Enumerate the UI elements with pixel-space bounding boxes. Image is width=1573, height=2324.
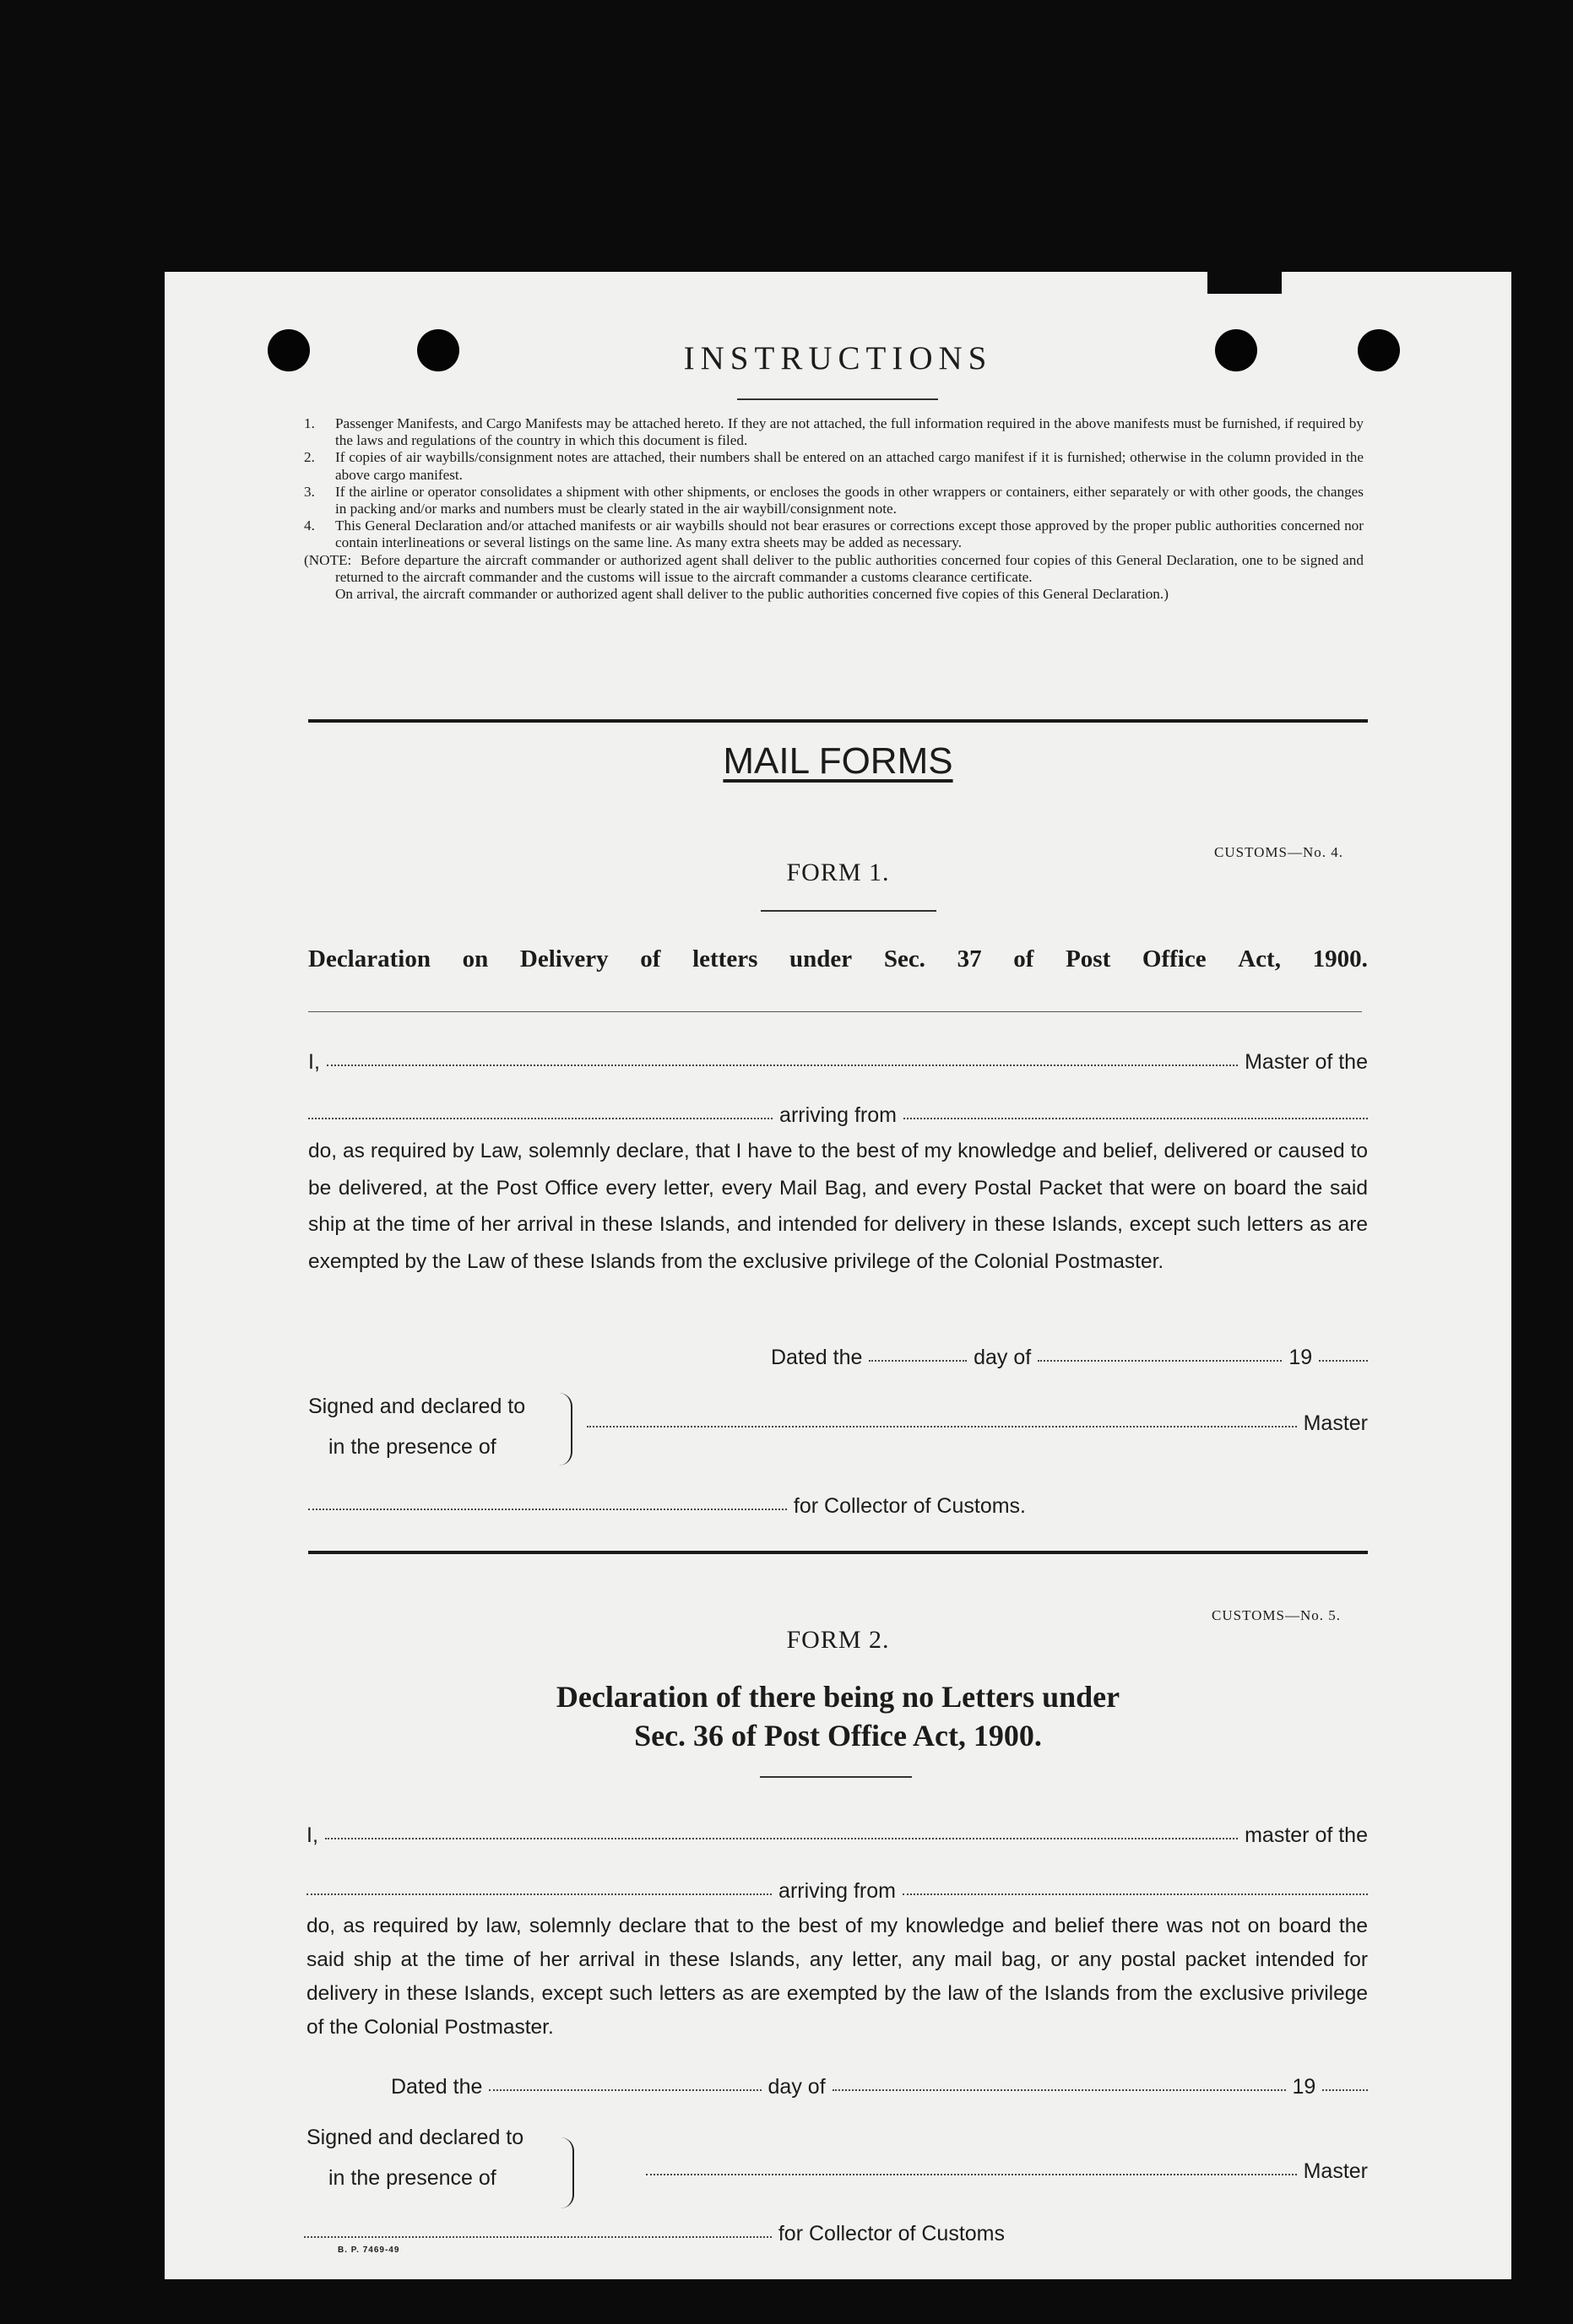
form2-collector-line <box>304 2222 1005 2246</box>
form2-dated-label: Dated the <box>391 2075 483 2099</box>
form2-date-field[interactable] <box>489 2089 761 2091</box>
heading-word: Sec. <box>883 945 925 972</box>
heading-word: Delivery <box>519 945 609 972</box>
form1-arriving-line <box>308 1103 1368 1128</box>
heading-word: 37 <box>957 945 982 972</box>
form2-ship-field[interactable] <box>306 1893 772 1895</box>
form2-master-line <box>646 2159 1368 2184</box>
form1-arriving-label: arriving from <box>779 1103 897 1127</box>
form1-signed-label <box>308 1386 525 1467</box>
form2-line-prefix: I, <box>306 1823 318 1847</box>
form2-signed-line1: Signed and declared to <box>306 2126 524 2149</box>
heading-word: Declaration <box>308 945 431 972</box>
heading-word: 1900. <box>1312 945 1368 972</box>
form2-title: FORM 2. <box>786 1626 890 1654</box>
form1-date-field[interactable] <box>869 1360 967 1362</box>
form1-collector-signature-field[interactable] <box>308 1509 787 1510</box>
form1-heading-rule <box>308 1011 1362 1012</box>
instruction-note-arrival <box>304 586 1364 603</box>
form2-year-field[interactable] <box>1322 2089 1368 2091</box>
form1-line-prefix: I, <box>308 1050 320 1074</box>
document-sheet <box>165 272 1511 2279</box>
instruction-item <box>304 449 1364 483</box>
form2-title-rule <box>760 1776 912 1778</box>
footer-print-code: B. P. 7469-49 <box>338 2245 400 2255</box>
form1-ship-field[interactable] <box>308 1118 773 1119</box>
form2-signed-label <box>306 2117 523 2198</box>
heading-word: Office <box>1142 945 1207 972</box>
form1-master-line <box>587 1411 1368 1436</box>
form1-signed-line1: Signed and declared to <box>308 1395 526 1418</box>
instruction-note-label: (NOTE: <box>304 551 352 568</box>
form1-paragraph: do, as required by Law, solemnly declare, that I have to the best of my knowledge and belief, delivered or caused to be delivered, at the Post Office every letter, every Mail Bag, and every Postal Packet that were on board the said ship at the time of her arrival in these Islands, and intended for delivery in these Islands, except such letters as are exempted by the Law of these Islands from the exclusive privilege of the Colonial Postmaster. <box>308 1140 1368 1273</box>
instruction-item <box>304 484 1364 517</box>
form2-dated-line <box>391 2075 1368 2099</box>
form2-heading-line1: Declaration of there being no Letters under <box>556 1680 1120 1714</box>
form1-year-label: 19 <box>1288 1346 1313 1369</box>
instruction-number: 2. <box>304 449 315 466</box>
instruction-number: 1. <box>304 415 315 431</box>
instruction-text: This General Declaration and/or attached manifests or air waybills should not bear erasures or corrections except those approved by the proper public authorities concerned nor contain interlineations or several listings on the same line. As many extra sheets may be added as necessary. <box>335 517 1364 551</box>
form1-name-field[interactable] <box>327 1064 1238 1066</box>
form2-arriving-label: arriving from <box>778 1879 896 1903</box>
form1-dated-line <box>771 1346 1368 1370</box>
instruction-item <box>304 415 1364 449</box>
form2-signed-line2: in the presence of <box>328 2166 496 2190</box>
instructions-list <box>304 415 1364 603</box>
form2-paragraph: do, as required by law, solemnly declare that to the best of my knowledge and belief there was not on board the said ship at the time of her arrival in these Islands, any letter, any mail bag, or any postal packet intended for delivery in these Islands, except such letters as are exempted by the law of the Islands from the exclusive privilege of the Colonial Postmaster. <box>306 1915 1368 2039</box>
instructions-title-rule <box>737 398 938 400</box>
form2-day-of-label: day of <box>768 2075 826 2099</box>
form1-customs-number: CUSTOMS—No. 4. <box>1214 844 1344 860</box>
form1-month-field[interactable] <box>1038 1360 1282 1362</box>
instruction-text: If copies of air waybills/consignment notes are attached, their numbers shall be entered on an attached cargo manifest if it is furnished; otherwise in the column provided in the above cargo manifest. <box>335 449 1364 483</box>
heading-word: under <box>789 945 853 972</box>
form2-month-field[interactable] <box>833 2089 1286 2091</box>
form1-title: FORM 1. <box>786 859 890 886</box>
instruction-note-text: On arrival, the aircraft commander or authorized agent shall deliver to the public authorities concerned five copies of this General Declaration.) <box>335 586 1169 603</box>
form1-master-label: Master <box>1303 1411 1368 1435</box>
instruction-number: 4. <box>304 517 315 534</box>
form1-brace <box>559 1393 572 1465</box>
form2-declaration-heading <box>165 1677 1511 1755</box>
form2-collector-signature-field[interactable] <box>304 2236 772 2238</box>
form-divider <box>308 1551 1368 1554</box>
mail-forms-title: MAIL FORMS <box>723 740 953 782</box>
instruction-note-text: Before departure the aircraft commander or authorized agent shall deliver to the public authorities concerned four copies of this General Declaration, one to be signed and returned to the aircraft commander and the customs will issue to the aircraft commander a customs clearance certificate. <box>335 551 1364 585</box>
instruction-text: Passenger Manifests, and Cargo Manifests may be attached hereto. If they are not attached, the full information required in the above manifests must be furnished, if required by the laws and regulations of the country in which this document is filed. <box>335 415 1364 449</box>
form2-collector-label: for Collector of Customs <box>778 2222 1005 2245</box>
form2-master-signature-field[interactable] <box>646 2174 1297 2175</box>
instruction-text: If the airline or operator consolidates a shipment with other shipments, or encloses the goods in other wrappers or containers, either separately or with other goods, the changes in packing and/or marks and numbers must be clearly stated in the air waybill/consignment note. <box>335 483 1364 517</box>
form1-signed-line2: in the presence of <box>328 1435 496 1459</box>
form1-name-line <box>308 1050 1368 1075</box>
form2-line-suffix: master of the <box>1245 1823 1368 1847</box>
form1-declaration-heading <box>308 945 1368 973</box>
form2-name-line <box>306 1823 1368 1848</box>
form1-dated-label: Dated the <box>771 1346 863 1369</box>
form2-master-label: Master <box>1303 2159 1368 2183</box>
form1-collector-label: for Collector of Customs. <box>793 1494 1026 1518</box>
heading-word: letters <box>692 945 758 972</box>
instruction-number: 3. <box>304 483 315 500</box>
heading-word: of <box>1013 945 1034 972</box>
form1-day-of-label: day of <box>974 1346 1032 1369</box>
form2-customs-number: CUSTOMS—No. 5. <box>1212 1607 1342 1623</box>
instruction-item <box>304 517 1364 551</box>
instructions-title: INSTRUCTIONS <box>683 340 993 376</box>
form2-brace <box>561 2137 574 2208</box>
sheet-tab <box>1207 272 1282 294</box>
instruction-note <box>304 552 1364 586</box>
form2-arriving-line <box>306 1879 1368 1904</box>
form2-heading-line2: Sec. 36 of Post Office Act, 1900. <box>634 1719 1042 1752</box>
heading-word: Post <box>1066 945 1111 972</box>
form2-year-label: 19 <box>1292 2075 1316 2099</box>
form1-collector-line <box>308 1494 1026 1519</box>
heading-word: on <box>462 945 489 972</box>
form1-master-signature-field[interactable] <box>587 1426 1297 1427</box>
form2-name-field[interactable] <box>325 1838 1238 1839</box>
form1-origin-field[interactable] <box>903 1118 1368 1119</box>
heading-word: of <box>640 945 661 972</box>
form1-title-rule <box>761 910 936 912</box>
section-divider <box>308 719 1368 723</box>
form1-line-suffix: Master of the <box>1245 1050 1368 1074</box>
form1-year-field[interactable] <box>1319 1360 1368 1362</box>
heading-word: Act, <box>1238 945 1281 972</box>
form2-origin-field[interactable] <box>903 1893 1368 1895</box>
